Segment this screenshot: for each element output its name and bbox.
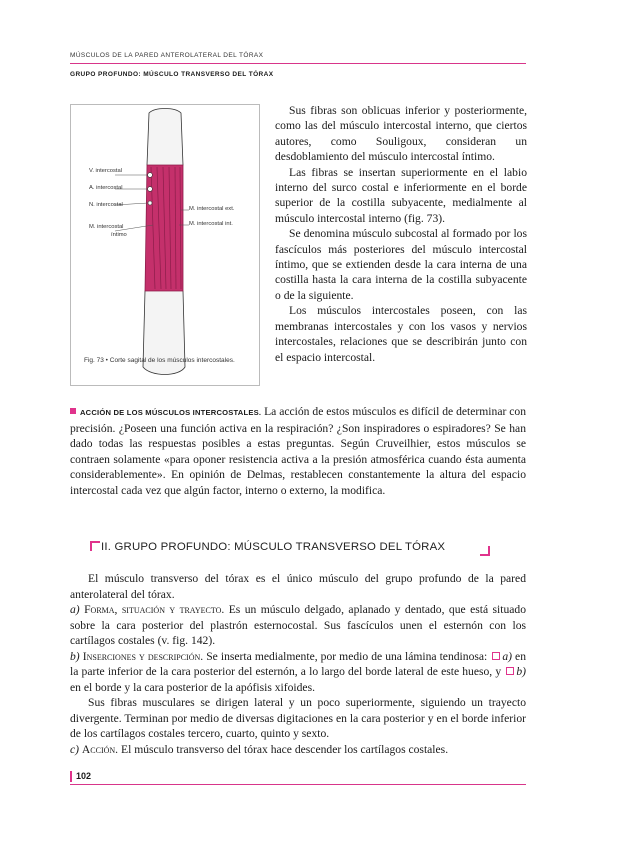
footer-rule — [70, 784, 526, 785]
text-b2: en la parte inferior de la cara posterior del esternón, a lo largo del borde lateral de este hueso, y — [70, 649, 526, 678]
sub-a: a) — [502, 649, 512, 663]
figure-caption: Fig. 73 • Corte sagital de los músculos intercostales. — [84, 357, 235, 364]
action-heading: ACCIÓN DE LOS MÚSCULOS INTERCOSTALES. — [80, 408, 262, 417]
label-intimate-muscle: M. intercostal — [89, 224, 124, 230]
title-corner-left-icon — [90, 541, 100, 551]
paragraph-a — [70, 602, 526, 649]
section-subheader: GRUPO PROFUNDO: MÚSCULO TRANSVERSO DEL TÓRAX — [70, 71, 274, 78]
bullet-square-icon — [70, 408, 76, 414]
checkbox-icon — [506, 667, 514, 675]
figure-73 — [70, 104, 260, 386]
heading-c: Acción. — [81, 742, 119, 756]
paragraph-subcostal: Se denomina músculo subcostal al formado por los fascículos más posteriores del músculo intercostal íntimo, que se extienden desde la cara interna de una costilla hasta la cara interna de la costilla subyacente o de la siguiente. — [275, 227, 527, 302]
label-b: b) — [70, 649, 80, 663]
running-header: MÚSCULOS DE LA PARED ANTEROLATERAL DEL TÓRAX — [70, 52, 264, 59]
paragraph-relations: Los músculos intercostales poseen, con las membranas intercostales y con los vasos y nervios intercostales, relaciones que se describirán junto con el espacio intercostal. — [275, 304, 527, 364]
checkbox-icon — [492, 652, 500, 660]
section-title: II. GRUPO PROFUNDO: MÚSCULO TRANSVERSO DEL TÓRAX — [101, 541, 446, 553]
title-corner-right-icon — [480, 546, 490, 556]
text-b1: Se inserta medialmente, por medio de una lámina tendinosa: — [206, 649, 488, 663]
sub-b: b) — [516, 665, 526, 678]
heading-b: Inserciones y descripción. — [82, 649, 204, 663]
paragraph-fibers: Sus fibras son oblicuas inferior y posteriormente, como las del músculo intercostal interno, que ciertos autores, como Souligoux, consideran un desdoblamiento del músculo intercostal íntimo. — [275, 104, 527, 164]
label-a: a) — [70, 603, 80, 616]
label-intercostal-vein: V. intercostal — [89, 168, 122, 174]
paragraph-c — [70, 742, 526, 758]
paragraph-b — [70, 649, 526, 696]
label-c: c) — [70, 742, 80, 756]
label-external-muscle: M. intercostal ext. — [189, 206, 235, 212]
header-rule — [70, 63, 526, 64]
label-internal-muscle: M. intercostal int. — [189, 221, 233, 227]
heading-a: Forma, situación y trayecto. — [84, 603, 225, 616]
label-intimate-muscle-2: íntimo — [111, 232, 127, 238]
section2-body — [70, 571, 526, 757]
text-c: El músculo transverso del tórax hace descender los cartílagos costales. — [121, 742, 449, 756]
page-number: 102 — [70, 771, 91, 782]
paragraph-fibers-direction: Sus fibras musculares se dirigen lateral y un poco superiormente, siguiendo un trayecto divergente. Terminan por medio de diversas digitaciones en la cara posterior y en el borde inferior de los cartílagos costales tercero, cuarto, quinto y sexto. — [70, 696, 526, 740]
right-column-text — [275, 103, 527, 365]
text-b3: en el borde y la cara posterior de la apófisis xifoides. — [70, 680, 315, 694]
action-text: La acción de estos músculos es difícil de determinar con precisión. ¿Poseen una función activa en la respiración? ¿Son inspiradores o espiradores? Se han dado todas las respuestas posibles a estas preguntas. Según Cruveilhier, estos músculos se contraen solamente «para oponer resistencia activa a la presión atmosférica cuando ésta aumenta considerablemente». En opinión de Delmas, restablecen constantemente la altura del espacio intercostal cada vez que algún factor, interno o externo, la modifica. — [70, 405, 526, 497]
paragraph-insertions: Las fibras se insertan superiormente en el labio interno del surco costal e inferiormente en el borde superior de la costilla subyacente, medialmente al músculo intercostal interno (fig. 73). — [275, 165, 527, 225]
label-intercostal-nerve: N. intercostal — [89, 202, 123, 208]
section2-intro: El músculo transverso del tórax es el único músculo del grupo profundo de la pared anterolateral del tórax. — [70, 572, 526, 601]
action-section — [70, 404, 526, 498]
intercostal-section-illustration — [71, 105, 259, 385]
text-a: Es un músculo delgado, aplanado y dentado, que está situado sobre la cara posterior del plastrón esternocostal. Sus fascículos unen el esternón con los cartílagos costales (v. fig. 142). — [70, 603, 526, 647]
label-intercostal-artery: A. intercostal — [89, 185, 123, 191]
